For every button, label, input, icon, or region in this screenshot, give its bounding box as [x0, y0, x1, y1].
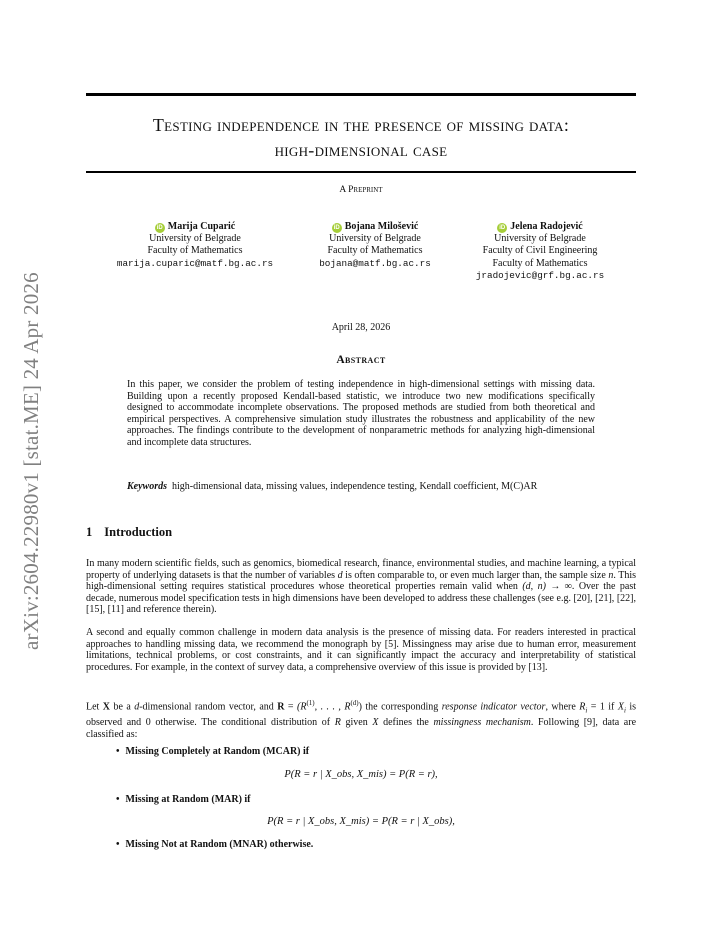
text-run: the corresponding	[361, 701, 442, 713]
math-d: d	[134, 701, 140, 713]
author-affiliation: University of Belgrade	[329, 233, 421, 245]
bullet-text: Missing Not at Random (MNAR) otherwise.	[125, 839, 314, 850]
author-affiliation: Faculty of Mathematics	[327, 245, 423, 257]
text-run: defines the	[378, 716, 434, 728]
text-run: . Over the past decade, numerous model specification tests in high dimensions have been developed to address these challenges (see e.g. [20], [21], [22], [15], [11] and reference therein).	[86, 581, 636, 616]
paragraph-3: Let X be a d-dimensional random vector, and $R = (R^{(1)}$, . . . , $R^{(d)}$) the corresponding response indicator vector, where $R_i = 1$ if $X_i$ is observed and 0 otherwise. The conditional distribution of R given X defines the missingness mechanism. Following [9], data are classified as:	[86, 699, 637, 740]
date: April 28, 2026	[331, 322, 391, 333]
author-affiliation: Faculty of Mathematics	[492, 257, 588, 269]
author-affiliation: Faculty of Mathematics	[147, 245, 243, 257]
arxiv-identifier: arXiv:2604.22980v1 [stat.ME] 24 Apr 2026	[19, 272, 43, 650]
text-run: is observed and 0 otherwise. The conditional distribution of	[86, 701, 637, 728]
section-number: 1	[86, 525, 93, 539]
math-R: R	[579, 701, 586, 713]
text-run: . Following [9], data are classified as:	[86, 716, 637, 740]
math-R: R	[334, 716, 341, 728]
bullet-text: Missing Completely at Random (MCAR) if	[125, 746, 310, 757]
bullet-mar: • Missing at Random (MAR) if	[116, 794, 251, 805]
author-email[interactable]: jradojevic@grf.bg.ac.rs	[475, 269, 605, 281]
abstract-text: In this paper, we consider the problem of testing independence in high-dimensional settings with missing data. Building upon a recently proposed Kendall-based statistic, we introduce two new modifications specifically designed to accommodate incomplete observations. The proposed methods are studied from both theoretical and empirical perspectives. A comprehensive simulation study illustrates the robustness and applicability of the new approaches. The findings contribute to the development of nonparametric methods for analyzing high-dimensional and incomplete data structures.	[127, 379, 595, 448]
text-run: -dimensional random vector, and	[139, 701, 278, 713]
emph-missingness: missingness mechanism	[433, 716, 531, 728]
math-close: )	[358, 701, 362, 713]
equation-mcar: P(R = r | X_obs, X_mis) = P(R = r),	[284, 769, 438, 780]
orcid-icon[interactable]: iD	[333, 225, 340, 231]
author-affiliation: University of Belgrade	[494, 233, 586, 245]
bottom-title-rule	[86, 171, 636, 173]
equation-mar: P(R = r | X_obs, X_mis) = P(R = r | X_obs),	[267, 816, 455, 827]
keywords-text: high-dimensional data, missing values, independence testing, Kendall coefficient, M(C)AR	[172, 481, 538, 492]
text-run: if	[604, 701, 618, 713]
text-run: is often comparable to, or even much larger than, the sample size	[342, 569, 609, 581]
math-R: R	[277, 701, 285, 713]
math-n: n	[608, 569, 614, 581]
author-affiliation: Faculty of Civil Engineering	[482, 245, 598, 257]
keywords-label: Keywords	[127, 481, 167, 492]
author-name: Bojana Milošević	[344, 221, 419, 232]
author-name: Jelena Radojević	[510, 221, 583, 232]
math-d: d	[337, 569, 343, 581]
bullet-text: Missing at Random (MAR) if	[125, 794, 251, 805]
bullet-mnar: • Missing Not at Random (MNAR) otherwise.	[116, 839, 314, 850]
section-heading	[86, 525, 172, 540]
top-rule	[86, 93, 636, 96]
section-title: Introduction	[104, 525, 173, 539]
author-email[interactable]: marija.cuparic@matf.bg.ac.rs	[116, 257, 274, 269]
math-sup: (d)	[350, 699, 359, 707]
keywords	[127, 481, 595, 493]
author-block-1	[100, 221, 290, 270]
author-name: Marija Cuparić	[167, 221, 236, 232]
math-R-open: (R	[297, 701, 307, 713]
author-email[interactable]: bojana@matf.bg.ac.rs	[319, 257, 431, 269]
math-dots: , . . . , R	[314, 701, 351, 713]
emph-response-indicator: response indicator vector	[441, 701, 546, 713]
title-line-1: Testing independence in the presence of missing data:	[152, 115, 570, 135]
author-block-3	[455, 221, 625, 282]
text-run: given	[340, 716, 373, 728]
preprint-label: A Preprint	[339, 185, 383, 195]
math-sup: (1)	[306, 699, 315, 707]
title-line-2: high-dimensional case	[274, 140, 448, 160]
paragraph-2: A second and equally common challenge in modern data analysis is the presence of missing data. For readers interested in practical approaches to handling missing data, we recommend the monograph by [5]. Missingness may arise due to human error, measurement limitations, technical problems, or cost constraints, and it can significantly impact the accuracy and interpretability of statistical procedures. For example, in the context of survey data, a comprehensive overview of this issue is provided by [13].	[86, 627, 636, 673]
orcid-icon[interactable]: iD	[499, 225, 506, 231]
math-X: X	[102, 701, 110, 713]
math-X: X	[372, 716, 379, 728]
paragraph-1	[86, 558, 636, 616]
math-X: X	[617, 701, 624, 713]
math-sub: i	[585, 706, 588, 715]
text-run: . This high-dimensional setting requires statistical procedures whose theoretical properties remain valid when	[86, 569, 636, 593]
text-run: , where	[545, 701, 580, 713]
author-affiliation: University of Belgrade	[149, 233, 241, 245]
math-sub: i	[623, 706, 626, 715]
paper-title	[86, 113, 636, 163]
text-run: Let	[86, 701, 103, 713]
abstract-heading: Abstract	[336, 354, 386, 366]
orcid-icon[interactable]: iD	[156, 225, 163, 231]
math-limit: (d, n) → ∞	[522, 581, 572, 593]
math-eq: = 1	[587, 701, 605, 713]
author-block-2	[290, 221, 460, 270]
text-run: In many modern scientific fields, such as genomics, biomedical research, finance, environmental studies, and machine learning, a typical property of underlying datasets is that the number of variables	[86, 558, 636, 581]
bullet-mcar: • Missing Completely at Random (MCAR) if	[116, 746, 310, 757]
text-run: be a	[110, 701, 135, 713]
